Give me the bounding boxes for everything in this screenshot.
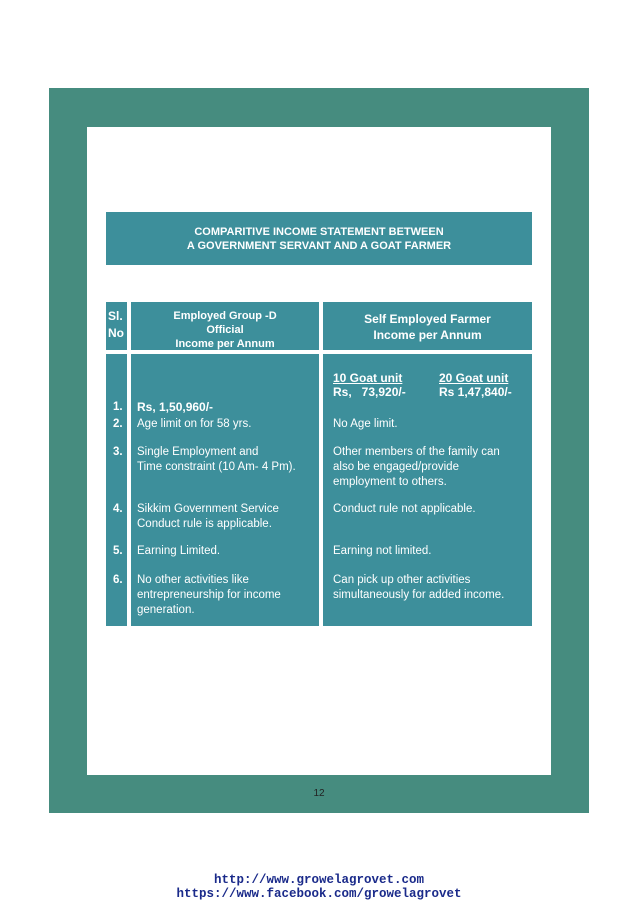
row-number: 4. xyxy=(113,503,123,515)
self-cell xyxy=(333,573,531,603)
self-line: Can pick up other activities xyxy=(333,574,471,586)
table-title xyxy=(106,212,532,265)
employed-cell xyxy=(137,573,319,618)
self-cell xyxy=(333,445,531,490)
website-link[interactable]: http://www.growelagrovet.com xyxy=(213,873,425,887)
row-number: 3. xyxy=(113,446,123,458)
goat-unit-10-label: 10 Goat unit xyxy=(333,371,403,385)
self-line: simultaneously for added income. xyxy=(333,589,505,601)
header-self-line-2: Income per Annum xyxy=(373,328,482,342)
employed-line: Conduct rule is applicable. xyxy=(137,518,272,530)
employed-line: generation. xyxy=(137,604,195,616)
column-employed xyxy=(131,354,319,626)
header-self-employed xyxy=(323,302,532,350)
header-self-line-1: Self Employed Farmer xyxy=(364,312,491,326)
header-employed-line-2: Official xyxy=(206,324,244,336)
column-sl-no xyxy=(106,354,127,626)
row-number: 2. xyxy=(113,418,123,430)
self-line: employment to others. xyxy=(333,476,447,488)
employed-line: entrepreneurship for income xyxy=(137,589,281,601)
header-employed-line-1: Employed Group -D xyxy=(173,310,277,322)
title-line-2: A GOVERNMENT SERVANT AND A GOAT FARMER xyxy=(186,239,452,252)
row-number: 5. xyxy=(113,545,123,557)
self-line: Other members of the family can xyxy=(333,446,500,458)
row-number: 1. xyxy=(113,401,123,413)
employed-line: Time constraint (10 Am- 4 Pm). xyxy=(137,461,296,473)
self-cell: No Age limit. xyxy=(333,418,398,430)
employed-cell xyxy=(137,445,319,475)
column-self-employed xyxy=(323,354,532,626)
self-cell: Earning not limited. xyxy=(333,545,432,557)
employed-line: No other activities like xyxy=(137,574,249,586)
goat-unit-20-label: 20 Goat unit xyxy=(439,371,509,385)
goat-unit-labels xyxy=(333,371,531,386)
employed-cell: Age limit on for 58 yrs. xyxy=(137,418,252,430)
employed-line: Sikkim Government Service xyxy=(137,503,279,515)
employed-income: Rs, 1,50,960/- xyxy=(137,400,214,414)
header-sl-text: Sl. xyxy=(108,309,123,323)
facebook-link[interactable]: https://www.facebook.com/growelagrovet xyxy=(176,887,462,901)
footer-links xyxy=(0,873,638,901)
employed-cell: Earning Limited. xyxy=(137,545,221,557)
employed-cell xyxy=(137,502,319,532)
header-no-text: No xyxy=(108,326,124,340)
self-cell: Conduct rule not applicable. xyxy=(333,503,476,515)
self-line: also be engaged/provide xyxy=(333,461,459,473)
row-number: 6. xyxy=(113,574,123,586)
title-line-1: COMPARITIVE INCOME STATEMENT BETWEEN xyxy=(194,225,444,238)
header-employed xyxy=(131,302,319,350)
goat-unit-values xyxy=(333,385,531,400)
employed-line: Single Employment and xyxy=(137,446,259,458)
goat-unit-10-value: Rs, 73,920/- xyxy=(333,385,406,399)
header-employed-line-3: Income per Annum xyxy=(175,338,275,350)
page-number: 12 xyxy=(313,788,325,799)
header-sl-no xyxy=(106,302,127,350)
goat-unit-20-value: Rs 1,47,840/- xyxy=(439,385,512,399)
